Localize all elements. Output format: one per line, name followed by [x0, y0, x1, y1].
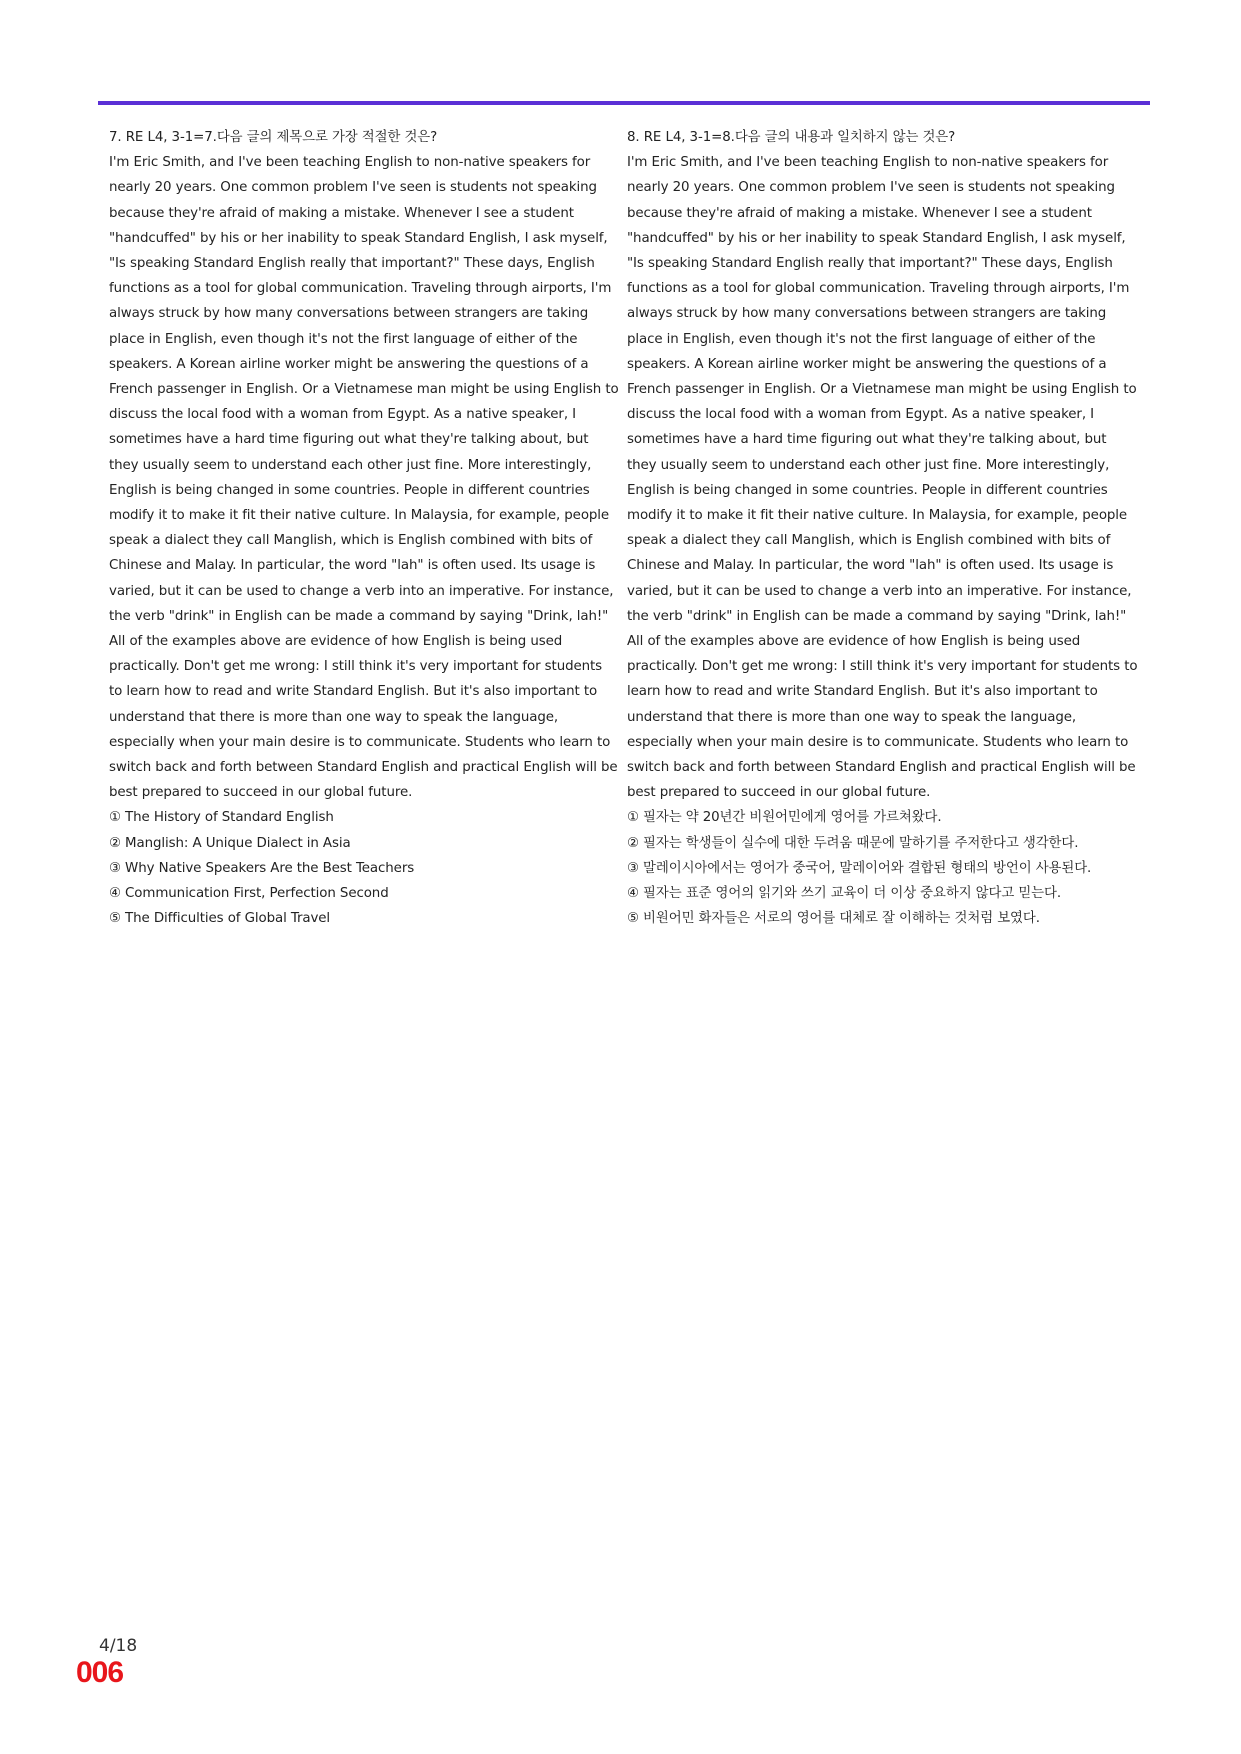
- question-8: [627, 125, 1139, 932]
- question-title: 8. RE L4, 3-1=8.다음 글의 내용과 일치하지 않는 것은?: [627, 130, 956, 145]
- question-7: [109, 125, 619, 932]
- answer-option-3: ③ 말레이시아에서는 영어가 중국어, 말레이어와 결합된 형태의 방언이 사용된다.: [627, 860, 1092, 876]
- answer-options: [627, 805, 1139, 931]
- answer-option-2: ② 필자는 학생들이 실수에 대한 두려움 때문에 말하기를 주저한다고 생각한다.: [627, 835, 1079, 851]
- answer-option-3: ③ Why Native Speakers Are the Best Teachers: [109, 860, 415, 876]
- answer-options: [109, 805, 619, 931]
- question-passage: I'm Eric Smith, and I've been teaching English to non-native speakers for nearly 20 years. One common problem I've seen is students not speaking because they're afraid of making a mistake. Whenever I see a student "handcuffed" by his or her inability to speak Standard English, I ask myself, "Is speaking Standard English really that important?" These days, English functions as a tool for global communication. Traveling through airports, I'm always struck by how many conversations between strangers are taking place in English, even though it's not the first language of either of the speakers. A Korean airline worker might be answering the questions of a French passenger in English. Or a Vietnamese man might be using English to discuss the local food with a woman from Egypt. As a native speaker, I sometimes have a hard time figuring out what they're talking about, but they usually seem to understand each other just fine. More interestingly, English is being changed in some countries. People in different countries modify it to make it fit their native culture. In Malaysia, for example, people speak a dialect they call Manglish, which is English combined with bits of Chinese and Malay. In particular, the word "lah" is often used. Its usage is varied, but it can be used to change a verb into an imperative. For instance, the verb "drink" in English can be made a command by saying "Drink, lah!" All of the examples above are evidence of how English is being used practically. Don't get me wrong: I still think it's very important for students to learn how to read and write Standard English. But it's also important to understand that there is more than one way to speak the language, especially when your main desire is to communicate. Students who learn to switch back and forth between Standard English and practical English will be best prepared to succeed in our global future.: [109, 155, 619, 801]
- question-title: 7. RE L4, 3-1=7.다음 글의 제목으로 가장 적절한 것은?: [109, 130, 438, 145]
- answer-option-1: ① 필자는 약 20년간 비원어민에게 영어를 가르쳐왔다.: [627, 810, 942, 826]
- page-number: 4/18: [99, 1636, 138, 1656]
- answer-option-5: ⑤ The Difficulties of Global Travel: [109, 911, 331, 927]
- question-passage: I'm Eric Smith, and I've been teaching English to non-native speakers for nearly 20 years. One common problem I've seen is students not speaking because they're afraid of making a mistake. Whenever I see a student "handcuffed" by his or her inability to speak Standard English, I ask myself, "Is speaking Standard English really that important?" These days, English functions as a tool for global communication. Traveling through airports, I'm always struck by how many conversations between strangers are taking place in English, even though it's not the first language of either of the speakers. A Korean airline worker might be answering the questions of a French passenger in English. Or a Vietnamese man might be using English to discuss the local food with a woman from Egypt. As a native speaker, I sometimes have a hard time figuring out what they're talking about, but they usually seem to understand each other just fine. More interestingly, English is being changed in some countries. People in different countries modify it to make it fit their native culture. In Malaysia, for example, people speak a dialect they call Manglish, which is English combined with bits of Chinese and Malay. In particular, the word "lah" is often used. Its usage is varied, but it can be used to change a verb into an imperative. For instance, the verb "drink" in English can be made a command by saying "Drink, lah!" All of the examples above are evidence of how English is being used practically. Don't get me wrong: I still think it's very important for students to learn how to read and write Standard English. But it's also important to understand that there is more than one way to speak the language, especially when your main desire is to communicate. Students who learn to switch back and forth between Standard English and practical English will be best prepared to succeed in our global future.: [627, 155, 1138, 801]
- document-code: 006: [76, 1656, 124, 1689]
- header-rule: [98, 101, 1150, 105]
- answer-option-5: ⑤ 비원어민 화자들은 서로의 영어를 대체로 잘 이해하는 것처럼 보였다.: [627, 911, 1040, 927]
- answer-option-4: ④ Communication First, Perfection Second: [109, 886, 389, 902]
- answer-option-1: ① The History of Standard English: [109, 810, 334, 826]
- answer-option-2: ② Manglish: A Unique Dialect in Asia: [109, 835, 351, 851]
- answer-option-4: ④ 필자는 표준 영어의 읽기와 쓰기 교육이 더 이상 중요하지 않다고 믿는다.: [627, 886, 1062, 902]
